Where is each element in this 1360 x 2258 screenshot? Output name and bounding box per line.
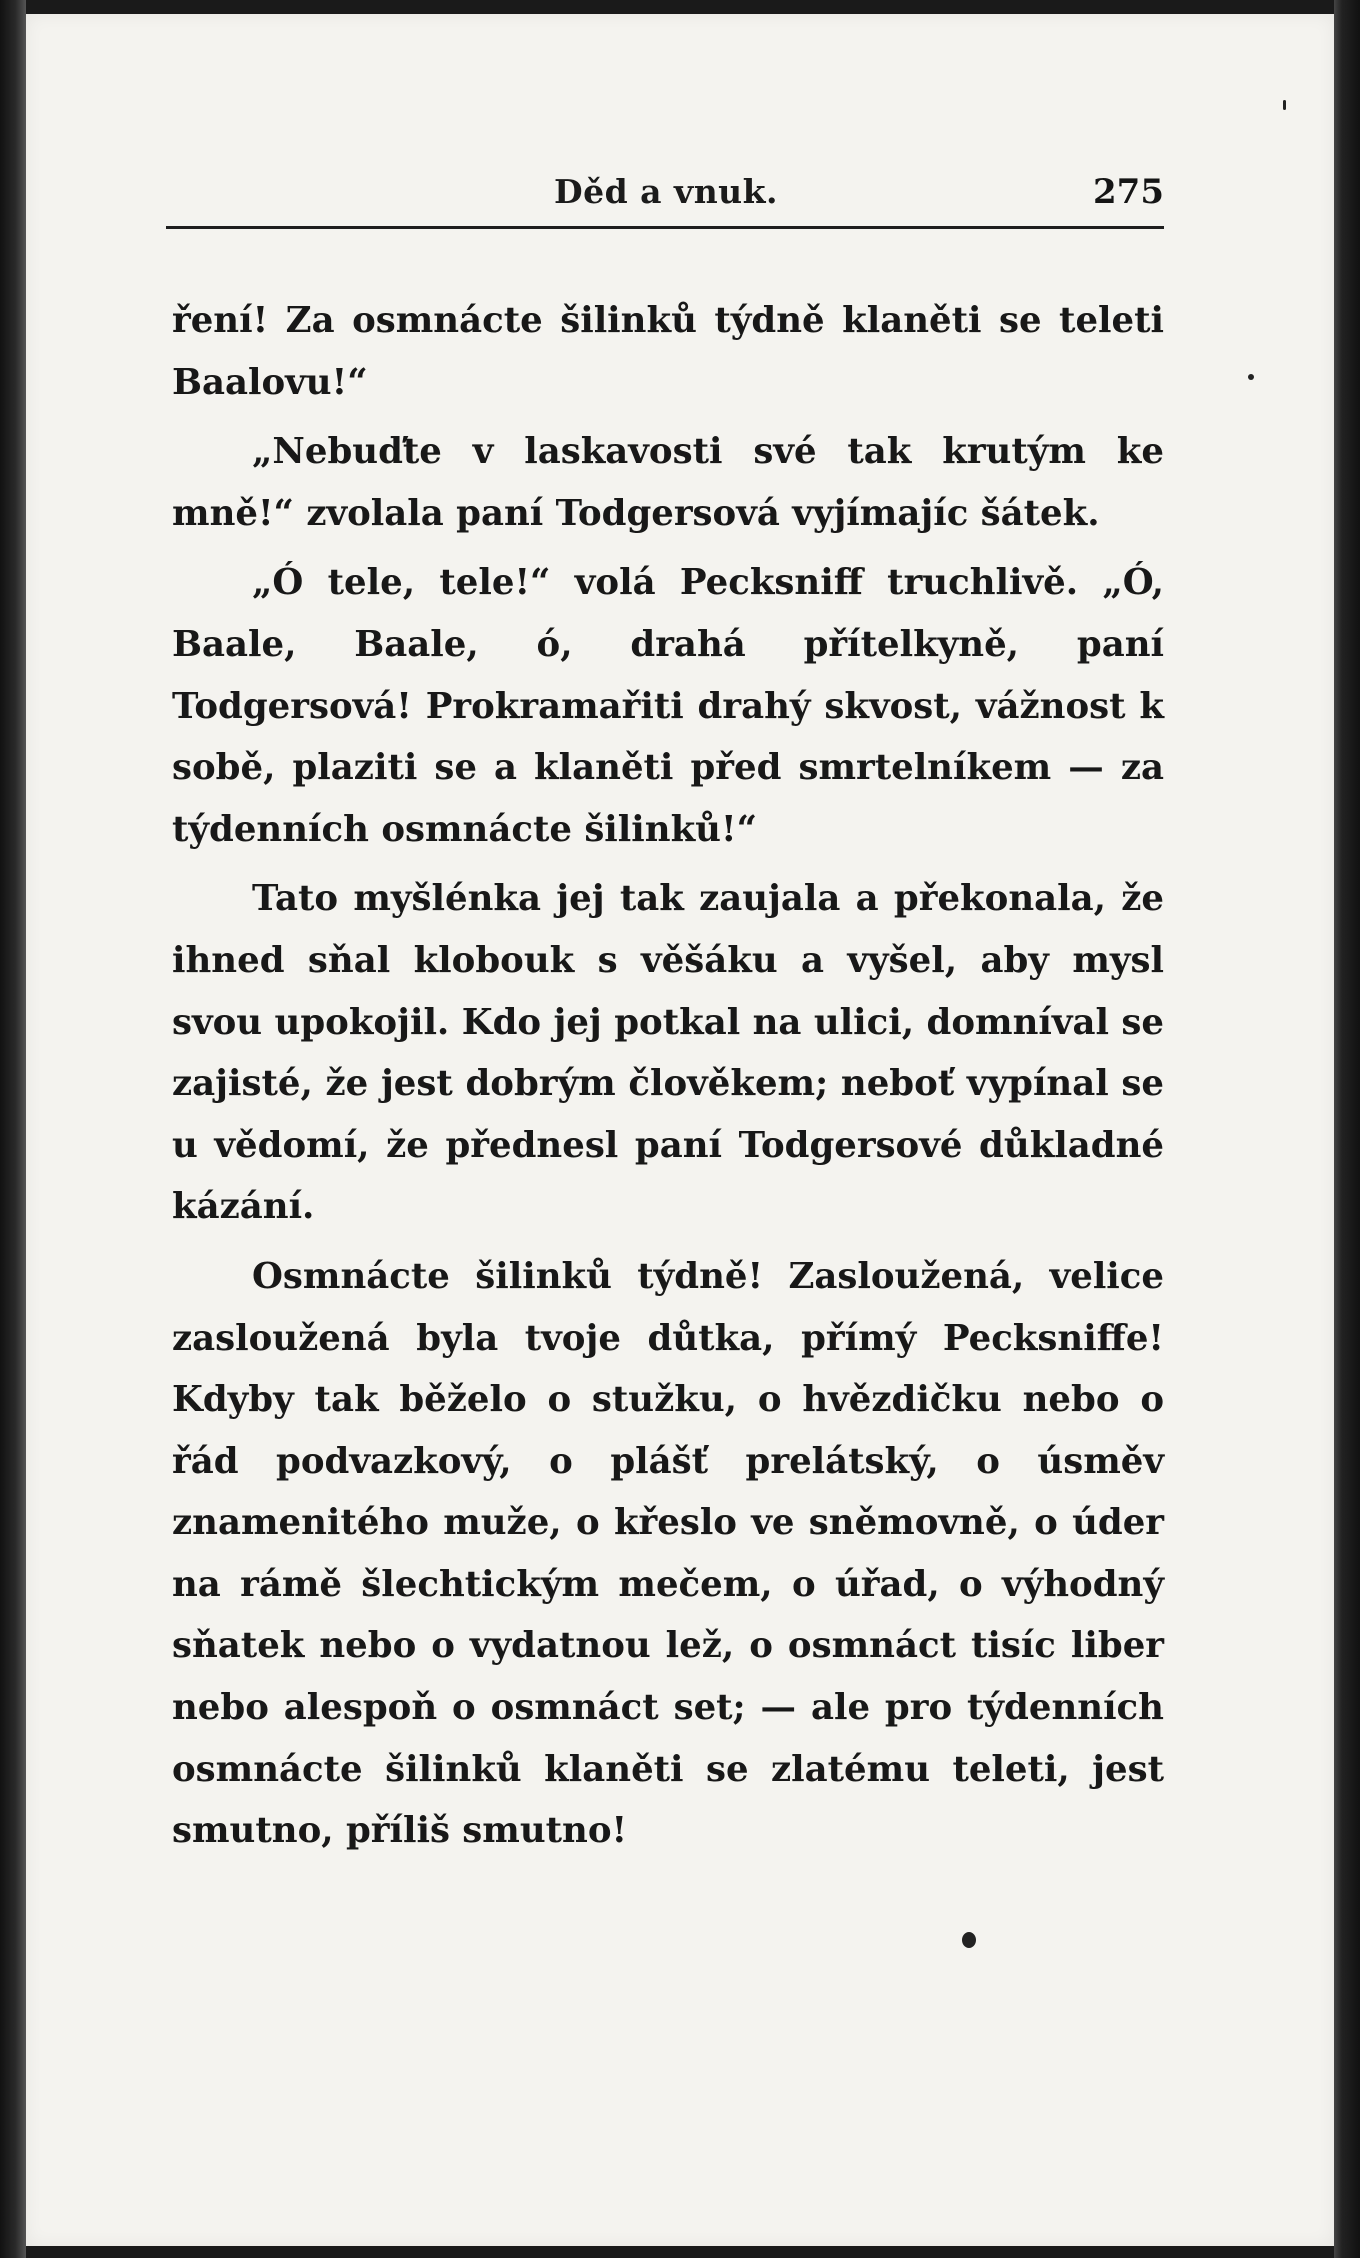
page-number: 275 — [1093, 172, 1164, 212]
running-title: Děd a vnuk. — [553, 172, 779, 211]
paragraph-4: Tato myšlénka jej tak zaujala a překonala, že ihned sňal klobouk s věšáku a vyšel, aby mysl svou upokojil. Kdo jej potkal na ulici, domníval se zajisté, že jest dobrým člověkem; neboť vypínal se u vědomí, že přednesl paní Todgersové důkladné kázání. — [172, 878, 1164, 1228]
page-header — [168, 168, 1164, 224]
ink-speck — [1283, 100, 1286, 110]
header-rule — [166, 226, 1164, 229]
ink-speck — [1248, 374, 1254, 380]
paragraph-2: „Nebuďte v laskavosti své tak krutým ke mně!“ zvolala paní Todgersová vyjímajíc šátek. — [172, 431, 1164, 534]
paragraph-3: „Ó tele, tele!“ volá Pecksniff truchlivě. „Ó, Baale, Baale, ó, drahá přítelkyně, paní Todgersová! Prokramařiti drahý skvost, vážnost k sobě, plaziti se a klaněti před smrtelníkem — za týdenních osmnácte šilinků!“ — [172, 562, 1164, 850]
paragraph-5: Osmnácte šilinků týdně! Zasloužená, velice zasloužená byla tvoje důtka, přímý Pecksniffe! Kdyby tak běželo o stužku, o hvězdičku nebo o řád podvazkový, o plášť prelátský, o úsměv znamenitého muže, o křeslo ve sněmovně, o úder na rámě šlechtickým mečem, o úřad, o výhodný sňatek nebo o vydatnou lež, o osmnáct tisíc liber nebo alespoň o osmnáct set; — ale pro týdenních osmnácte šilinků klaněti se zlatému teleti, jest smutno, příliš smutno! — [172, 1255, 1164, 1852]
scan-right-edge — [1334, 0, 1360, 2258]
paragraph-1: ření! Za osmnácte šilinků týdně klaněti se teleti Baalovu!“ — [172, 300, 1164, 403]
scan-left-edge — [0, 0, 26, 2258]
body-text — [172, 290, 1164, 1870]
ink-speck — [962, 1932, 976, 1948]
